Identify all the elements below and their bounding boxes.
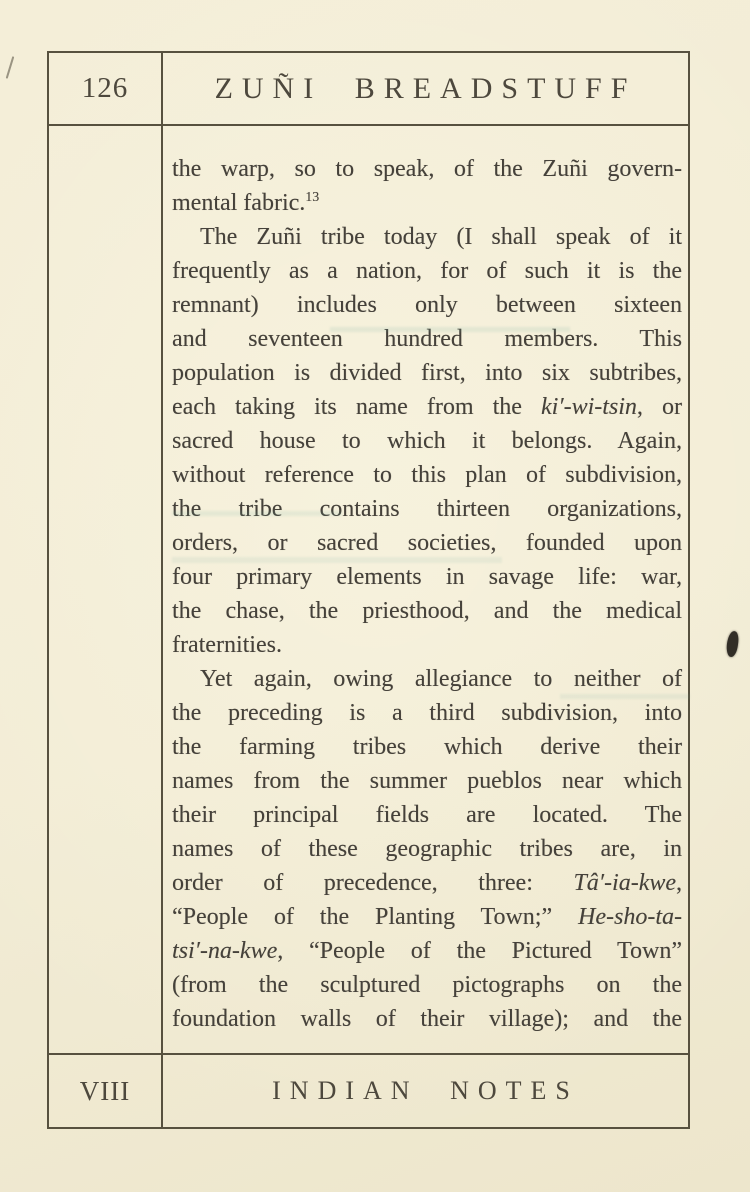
text-line: foundation walls of their village); and the [172,1006,682,1032]
body-text [163,126,688,1053]
text-line: (from the sculptured pictographs on the [172,972,682,998]
running-title: ZUÑI BREADSTUFF [163,53,688,126]
text-line: order of precedence, three: Tâ′-ia-kwe, [172,870,682,896]
text-line: names from the summer pueblos near which [172,768,682,794]
text-line: their principal fields are located. The [172,802,682,828]
page-frame [47,51,690,1129]
text-line: remnant) includes only between sixteen [172,292,682,318]
volume-number: VIII [49,1053,163,1127]
text-line: mental fabric.$^{13}$ [172,190,320,216]
page-number: 126 [49,53,163,126]
text-line: names of these geographic tribes are, in [172,836,682,862]
text-line: frequently as a nation, for of such it is the [172,258,682,284]
ink-blot [725,630,739,657]
text-line: population is divided first, into six subtribes, [172,360,682,386]
text-line: the farming tribes which derive their [172,734,682,760]
text-line: sacred house to which it belongs. Again, [172,428,682,454]
text-line: the preceding is a third subdivision, into [172,700,682,726]
pen-scratch-mark [6,56,15,79]
text-line: four primary elements in savage life: war, [172,564,682,590]
text-line: each taking its name from the ki′-wi-tsin, or [172,394,682,420]
text-line: orders, or sacred societies, founded upon [172,530,682,556]
text-line: and seventeen hundred members. This [172,326,682,352]
text-line: Yet again, owing allegiance to neither of [200,666,682,692]
text-line: “People of the Planting Town;” He-sho-ta- [172,904,682,930]
text-line: without reference to this plan of subdivision, [172,462,682,488]
text-line: fraternities. [172,632,282,658]
left-margin-column [49,126,163,1053]
text-line: the chase, the priesthood, and the medical [172,598,682,624]
text-line: tsi′-na-kwe, “People of the Pictured Town” [172,938,682,964]
text-line: the tribe contains thirteen organizations, [172,496,682,522]
text-line: the warp, so to speak, of the Zuñi govern- [172,156,682,182]
text-line: The Zuñi tribe today (I shall speak of it [200,224,682,250]
series-title: INDIAN NOTES [163,1053,688,1127]
